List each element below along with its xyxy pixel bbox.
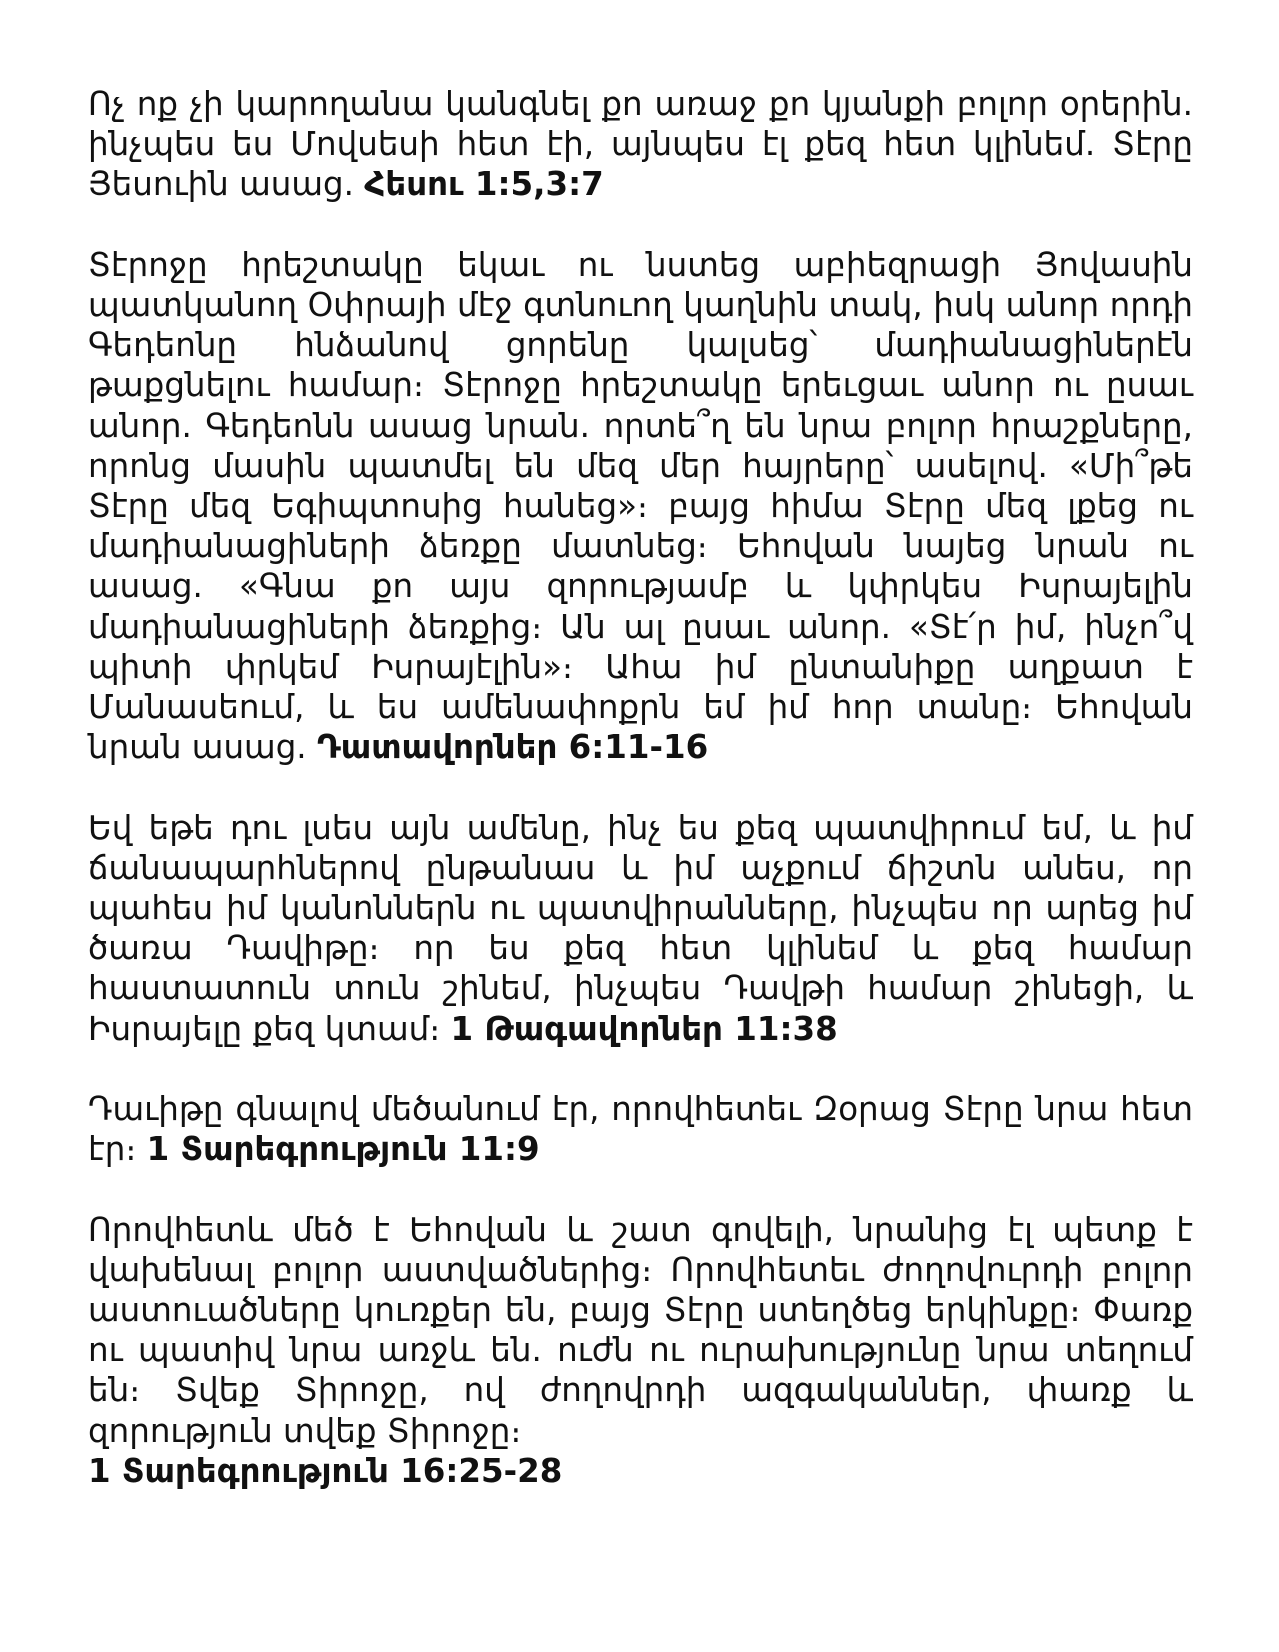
passage-chronicles-11 [88, 1089, 1193, 1169]
passage-chronicles-16 [88, 1210, 1193, 1491]
passage-kings [88, 808, 1193, 1049]
scripture-reference: 1 Թագավորներ 11:38 [450, 1009, 838, 1048]
document-page [88, 84, 1193, 1531]
scripture-reference: Դատավորներ 6:11-16 [316, 728, 709, 767]
scripture-reference: 1 Տարեգրություն 11:9 [146, 1130, 540, 1169]
passage-text: Տէրոջը հրեշտակը եկաւ ու նստեց աբիեզրացի Յովասին պատկանող Օփրայի մէջ գտնուող կաղնին տակ, իսկ անոր որդի Գեդեոնը հնձանով ցորենը կալսեց՝ մադիանացիներէն թաքցնելու համար։ Տէրոջը հրեշտակը երեւցաւ անոր ու ըսաւ անոր. Գեդեոնն ասաց նրան. որտե՞ղ են նրա բոլոր հրաշքները, որոնց մասին պատմել են մեզ մեր հայրերը՝ ասելով. «Մի՞թե Տէրը մեզ Եգիպտոսից հանեց»։ բայց հիմա Տէրը մեզ լքեց ու մադիանացիների ձեռքը մատնեց։ Եհովան նայեց նրան ու ասաց. «Գնա քո այս զորությամբ և կփրկես Իսրայելին մադիանացիների ձեռքից։ Ան ալ ըսաւ անոր. «Տէ՛ր իմ, ինչո՞վ պիտի փրկեմ Իսրայէլին»։ Ահա իմ ընտանիքը աղքատ է Մանասեում, և ես ամենափոքրն եմ իմ հոր տանը։ Եհովան նրան ասաց. [88, 245, 1193, 767]
passage-joshua [88, 84, 1193, 205]
passage-text: Որովհետև մեծ է Եհովան և շատ գովելի, նրանից էլ պետք է վախենալ բոլոր աստվածներից։ Որովհետեւ ժողովուրդի բոլոր աստուածները կուռքեր են, բայց Տէրը ստեղծեց երկինքը։ Փառք ու պատիվ նրա առջև են. ուժն ու ուրախությունը նրա տեղում են։ Տվեք Տիրոջը, ով ժողովրդի ազգականներ, փառք և զորություն տվեք Տիրոջը։ [88, 1210, 1193, 1450]
scripture-reference: 1 Տարեգրություն 16:25-28 [88, 1451, 563, 1490]
passage-text: Դաւիթը գնալով մեծանում էր, որովհետեւ Զօրաց Տէրը նրա հետ էր։ [88, 1090, 1193, 1169]
passage-text: Ոչ ոք չի կարողանա կանգնել քո առաջ քո կյանքի բոլոր օրերին. ինչպես ես Մովսեսի հետ էի, այնպես էլ քեզ հետ կլինեմ. Տէրը Յեսուին ասաց. [88, 85, 1193, 204]
passage-judges [88, 245, 1193, 768]
passage-text: Եվ եթե դու լսես այն ամենը, ինչ ես քեզ պատվիրում եմ, և իմ ճանապարհներով ընթանաս և իմ աչքում ճիշտն անես, որ պահես իմ կանոններն ու պատվիրանները, ինչպես որ արեց իմ ծառա Դավիթը։ որ ես քեզ հետ կլինեմ և քեզ համար հաստատուն տուն շինեմ, ինչպես Դավթի համար շինեցի, և Իսրայելը քեզ կտամ։ [88, 808, 1193, 1048]
scripture-reference: Հեսու 1:5,3:7 [364, 165, 604, 204]
